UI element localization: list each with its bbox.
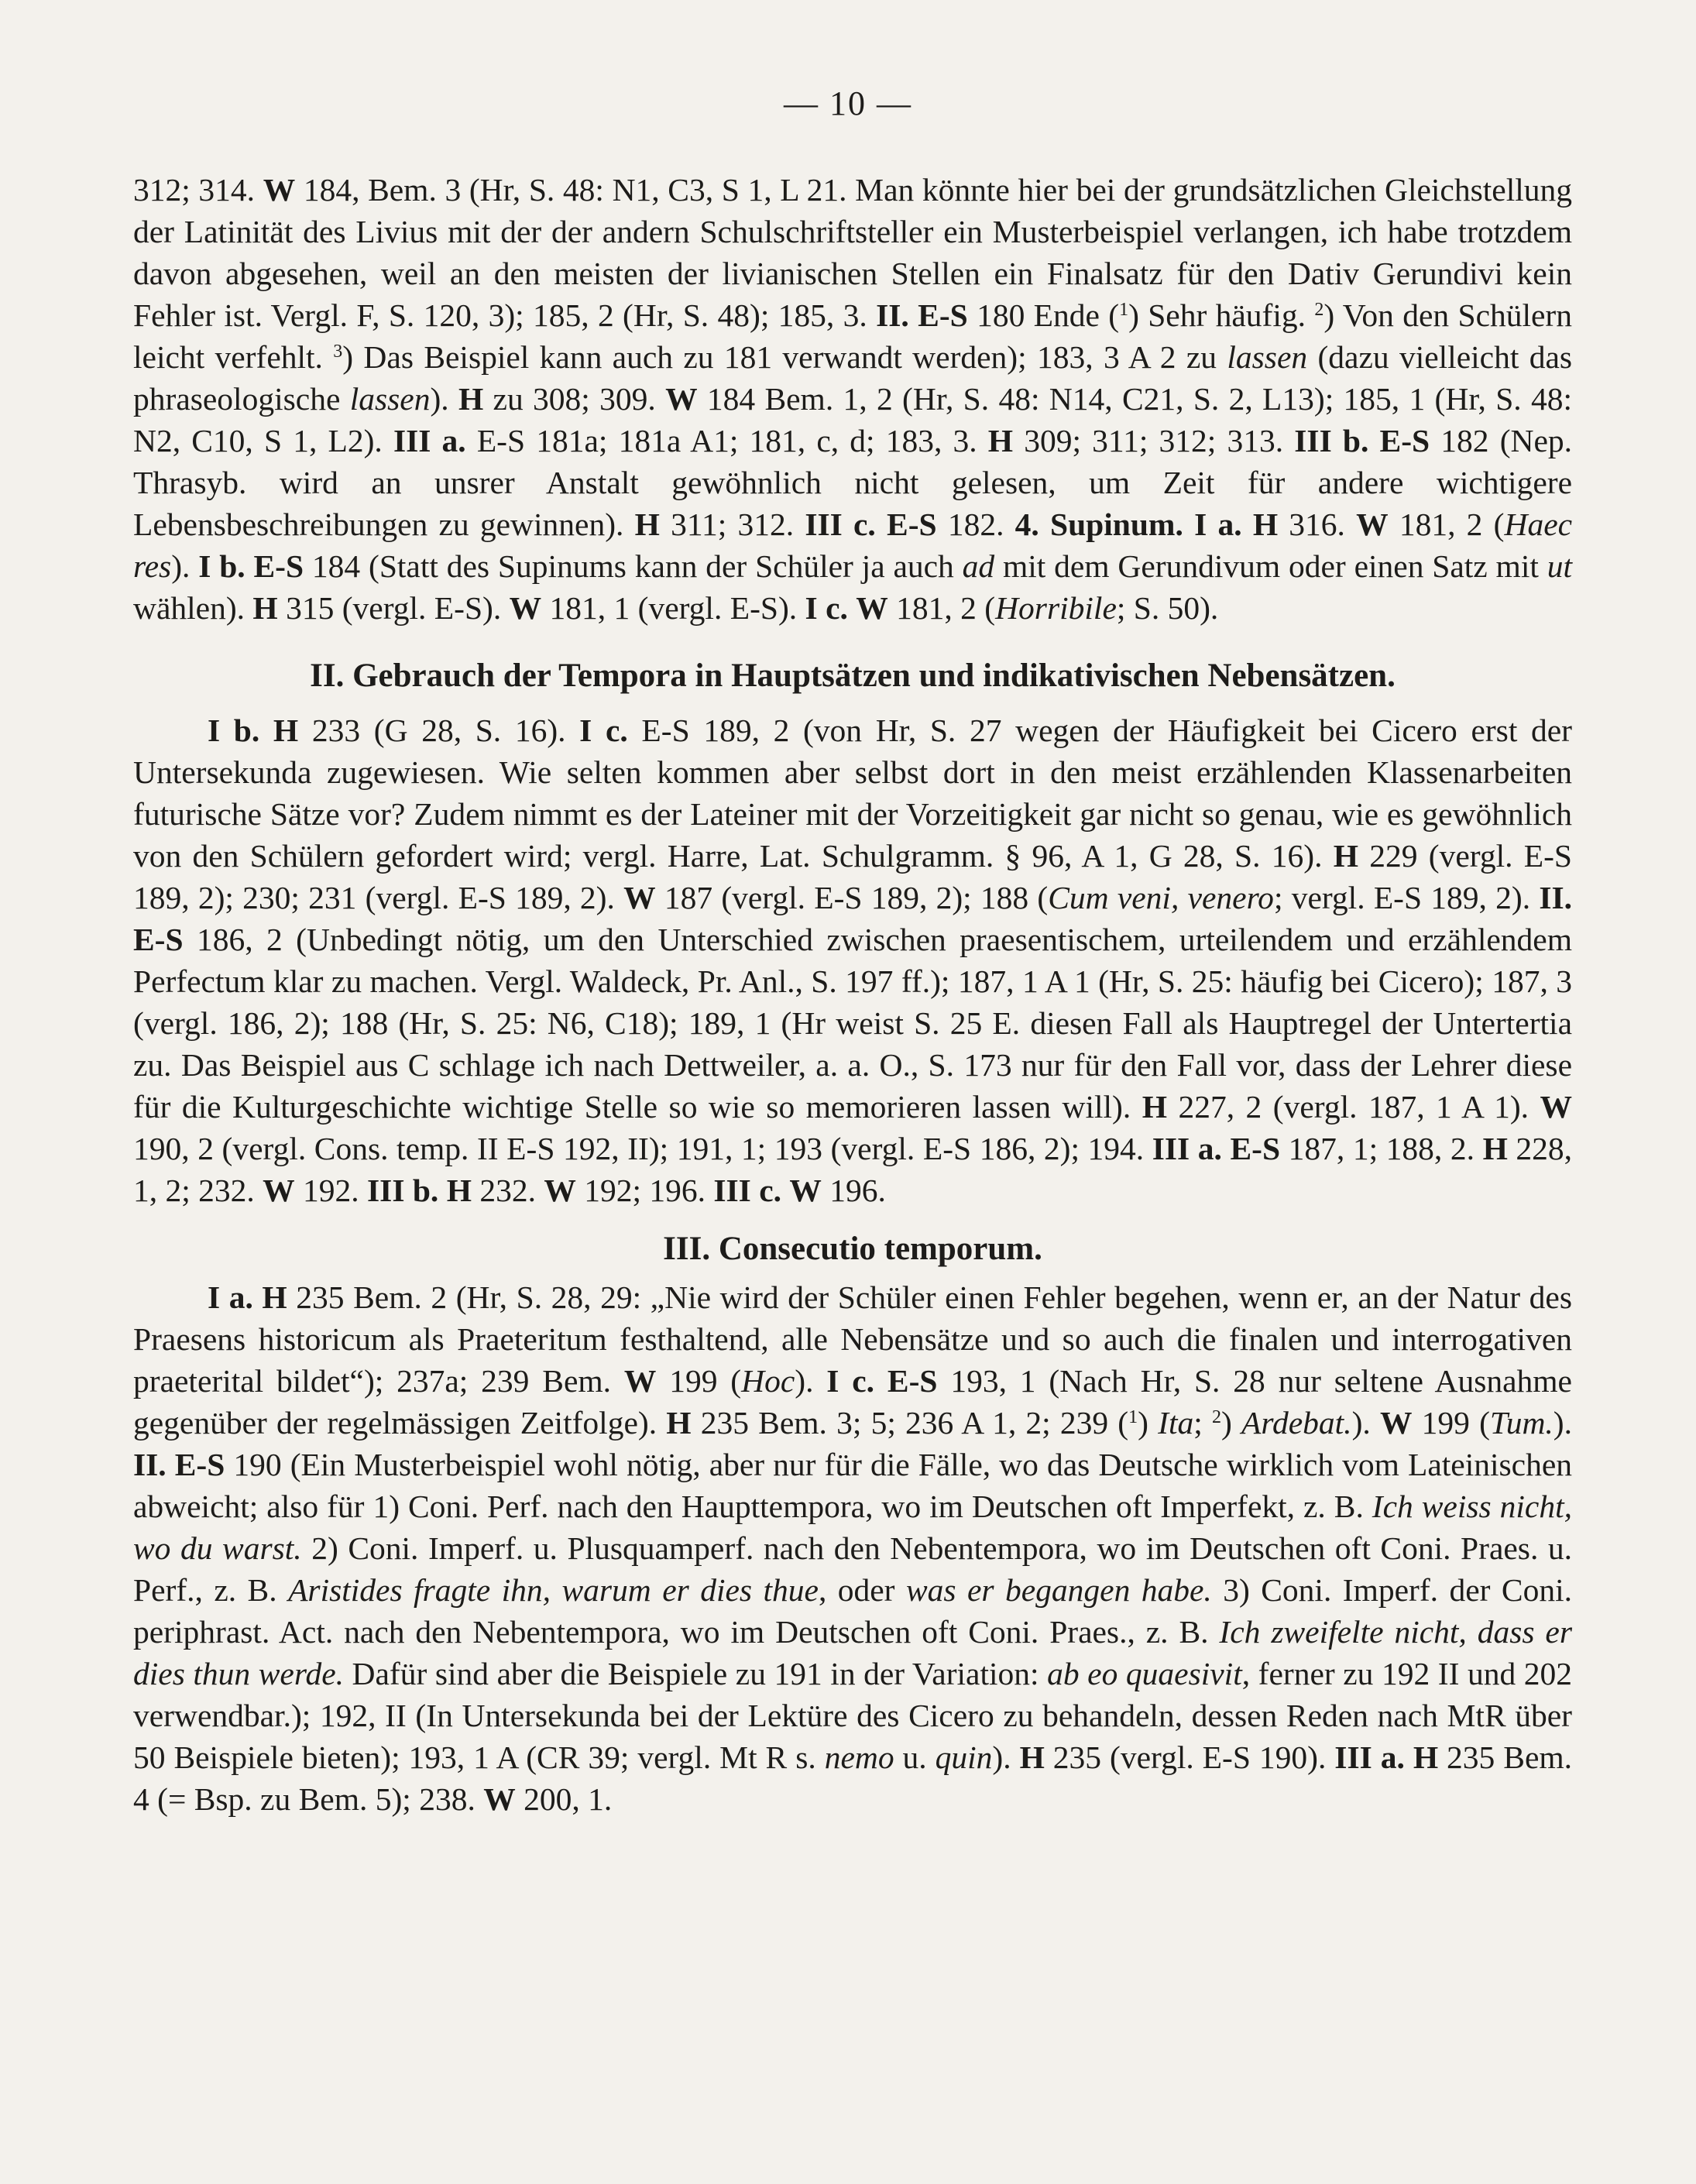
text-run: 184, Bem. 3 (Hr, S. 48: N1, C3, S 1, L 21. Man könnte hier bei der grundsätzlichen Gleichstellung der Latinität des Livius mit der der andern Schulschriftsteller ein Musterbeispiel verlangen, ich habe trotzdem davon abgesehen, weil an den meisten der livianischen Stellen ein Finalsatz für den Dativ Gerundivi kein Fehler ist. Vergl. F, S. 120, 3); 185, 2 (Hr, S. 48); 185, 3. xyxy=(133,172,1572,333)
text-run xyxy=(1368,423,1379,458)
text-run xyxy=(848,590,856,626)
text-run: 180 Ende ( xyxy=(967,297,1120,333)
text-run: W xyxy=(665,381,698,417)
text-run: 187, 1; 188, 2. xyxy=(1280,1131,1483,1166)
text-run: lassen xyxy=(349,381,431,417)
text-run: II. xyxy=(133,1447,167,1482)
text-run: H xyxy=(987,423,1014,458)
text-run: H xyxy=(262,1279,287,1315)
text-run: 235 Bem. 4 (= Bsp. zu Bem. 5); 238. xyxy=(133,1739,1573,1817)
text-run: 235 (vergl. E-S 190). xyxy=(1044,1739,1335,1775)
paragraph-supinum xyxy=(133,169,1572,629)
text-run: 315 (vergl. E-S). xyxy=(277,590,510,626)
text-run: W xyxy=(623,1363,657,1399)
text-run: 3) Coni. Imperf. der Coni. periphrast. Act. nach den Nebentempora, wo im Deutschen oft Coni. Praes., z. B. xyxy=(133,1572,1573,1650)
text-run: 3 xyxy=(333,342,343,362)
text-run: E-S xyxy=(1379,423,1430,458)
text-run: E-S xyxy=(887,507,937,542)
text-run: E-S 189, 2 (von Hr, S. 27 wegen der Häufigkeit bei Cicero erst der Untersekunda zugewiesen. Wie selten kommen aber selbst dort in den meist erzählenden Klassenarbeiten futurische Sätze vor? Zudem nimmt es der Lateiner mit der Vorzeitigkeit gar nicht so genau, wie es gewöhnlich von den Schülern gefordert wird; vergl. Harre, Lat. Schulgramm. § 96, A 1, G 28, S. 16). xyxy=(133,713,1572,874)
text-run: 182 (Nep. Thrasyb. wird an unsrer Anstalt gewöhnlich nicht gelesen, um Zeit für andere wichtigere Lebensbeschreibungen zu gewinnen). xyxy=(133,423,1573,542)
text-run: 186, 2 (Unbedingt nötig, um den Unterschied zwischen praesentischem, urteilendem und erzählendem Perfectum klar zu machen. Vergl. Waldeck, Pr. Anl., S. 197 ff.); 187, 1 A 1 (Hr, S. 25: häufig bei Cicero); 187, 3 (vergl. 186, 2); 188 (Hr, S. 25: N6, C18); 189, 1 (Hr weist S. 25 E. diesen Fall als Hauptregel der Untertertia zu. Das Beispiel aus C schlage ich nach Dettweiler, a. a. O., S. 173 nur für den Fall vor, dass der Lehrer diese für die Kulturgeschichte wichtige Stelle so wie so memorieren lassen will). xyxy=(133,922,1572,1125)
text-run: III a. xyxy=(393,423,466,458)
text-run: II. xyxy=(876,297,909,333)
text-run: lassen xyxy=(1227,339,1308,375)
text-run: ). xyxy=(171,548,199,584)
text-run: III c. xyxy=(805,507,876,542)
text-run: 192; 196. xyxy=(575,1173,714,1208)
text-run: wählen). xyxy=(133,590,253,626)
text-run: W xyxy=(263,1173,295,1208)
text-run: I b. xyxy=(198,548,245,584)
text-run: H xyxy=(446,1173,472,1208)
text-run: Dafür sind aber die Beispiele zu 191 in der Variation: xyxy=(343,1656,1048,1691)
text-run: E-S xyxy=(887,1363,938,1399)
text-run xyxy=(909,297,918,333)
text-run: I a. xyxy=(1194,507,1242,542)
text-run: W xyxy=(509,590,542,626)
text-run: E-S xyxy=(174,1447,225,1482)
text-run: zu 308; 309. xyxy=(483,381,666,417)
text-run: ). xyxy=(430,381,458,417)
text-run: H xyxy=(1482,1131,1508,1166)
text-run: 309; 311; 312; 313. xyxy=(1013,423,1295,458)
text-run xyxy=(1183,507,1194,542)
text-run xyxy=(1405,1739,1413,1775)
text-run: ; xyxy=(1193,1405,1212,1441)
text-run: nemo xyxy=(824,1739,894,1775)
text-run: I b. xyxy=(208,713,260,748)
text-run xyxy=(253,1279,263,1315)
text-run: 2 xyxy=(1212,1407,1221,1427)
text-run: E-S xyxy=(1230,1131,1281,1166)
text-run: Hoc xyxy=(741,1363,795,1399)
text-run: H xyxy=(666,1405,692,1441)
text-run: 187 (vergl. E-S 189, 2); 188 ( xyxy=(655,880,1049,915)
text-run: H xyxy=(273,713,299,748)
text-run: ). xyxy=(795,1363,827,1399)
text-run: 2) Coni. Imperf. u. Plusquamperf. nach den Nebentempora, wo im Deutschen oft Coni. Praes. u. Perf., z. B. xyxy=(133,1530,1572,1608)
text-run: ab eo quaesivit xyxy=(1047,1656,1242,1691)
text-run: 199 ( xyxy=(1412,1405,1490,1441)
text-run: E-S xyxy=(918,297,968,333)
text-run: ad xyxy=(962,548,995,584)
text-run: 1 xyxy=(1128,1407,1138,1427)
text-run: 233 (G 28, S. 16). xyxy=(298,713,580,748)
text-run: , oder xyxy=(818,1572,906,1608)
text-run: 2 xyxy=(1314,300,1324,320)
text-run: W xyxy=(856,590,888,626)
text-run: E-S 181a; 181a A1; 181, c, d; 183, 3. xyxy=(465,423,988,458)
text-run xyxy=(874,1363,887,1399)
text-run: 312; 314. xyxy=(133,172,263,208)
text-run: III b. xyxy=(367,1173,439,1208)
text-run: 227, 2 (vergl. 187, 1 A 1). xyxy=(1167,1089,1540,1125)
text-run: W xyxy=(1356,507,1389,542)
paragraph-consecutio xyxy=(133,1276,1572,1820)
section-heading-tempora: II. Gebrauch der Tempora in Hauptsätzen und indikativischen Nebensätzen. xyxy=(310,658,1396,694)
text-run: 190, 2 (vergl. Cons. temp. II E-S 192, II); 191, 1; 193 (vergl. E-S 186, 2); 194. xyxy=(133,1131,1152,1166)
text-run: W xyxy=(1379,1405,1413,1441)
text-run xyxy=(1242,507,1253,542)
page-number: — 10 — xyxy=(784,84,912,122)
text-run: W xyxy=(263,172,296,208)
text-run: ). xyxy=(992,1739,1020,1775)
text-run xyxy=(876,507,887,542)
text-run: Haec res xyxy=(133,507,1573,584)
text-run: III b. xyxy=(1294,423,1369,458)
text-run: u. xyxy=(894,1739,936,1775)
text-run: ) Von den Schülern leicht verfehlt. xyxy=(133,297,1573,375)
text-run: 182. xyxy=(936,507,1015,542)
text-run: Aristides fragte ihn, warum er dies thue xyxy=(288,1572,819,1608)
text-run xyxy=(245,548,254,584)
text-run: Ich zweifelte nicht, dass er dies thun werde. xyxy=(133,1614,1572,1691)
text-run: 184 (Statt des Supinums kann der Schüler ja auch xyxy=(304,548,963,584)
text-run: ) xyxy=(1138,1405,1159,1441)
text-run: E-S xyxy=(133,922,184,957)
text-run: I c. xyxy=(826,1363,875,1399)
text-run: mit dem Gerundivum oder einen Satz mit xyxy=(994,548,1547,584)
text-run: H xyxy=(1019,1739,1045,1775)
text-run: ) xyxy=(1221,1405,1242,1441)
text-block xyxy=(133,169,1572,1820)
text-run: 316. xyxy=(1278,507,1357,542)
text-run xyxy=(438,1173,446,1208)
text-run: 199 ( xyxy=(656,1363,742,1399)
text-run xyxy=(259,713,273,748)
text-run xyxy=(781,1173,789,1208)
text-run: 181, 1 (vergl. E-S). xyxy=(541,590,805,626)
text-run xyxy=(167,1447,175,1482)
text-run: 181, 2 ( xyxy=(887,590,996,626)
text-run: II. xyxy=(1539,880,1573,915)
text-run: H xyxy=(634,507,660,542)
text-run: 200, 1. xyxy=(515,1781,613,1817)
text-run: H xyxy=(1252,507,1279,542)
text-run: I c. xyxy=(579,713,628,748)
text-run: 235 Bem. 2 (Hr, S. 28, 29: „Nie wird der Schüler einen Fehler begehen, wenn er, an der Natur des Praesens historicum als Praeteritum festhaltend, alle Nebensätze und so auch die finalen und interrogativen praeterital bildet“); 237a; 239 Bem. xyxy=(133,1279,1572,1399)
text-run: 4. Supinum. xyxy=(1015,507,1183,542)
text-run: Ich weiss nicht, wo du warst. xyxy=(133,1489,1572,1566)
text-run: W xyxy=(789,1173,822,1208)
text-run: W xyxy=(483,1781,516,1817)
text-run: W xyxy=(544,1173,576,1208)
text-run: ; vergl. E-S 189, 2). xyxy=(1273,880,1540,915)
text-run: H xyxy=(252,590,278,626)
text-run: Cum veni, venero xyxy=(1048,880,1274,915)
text-run: ) Sehr häufig. xyxy=(1128,297,1315,333)
text-run: ; S. 50). xyxy=(1116,590,1219,626)
text-run: W xyxy=(623,880,656,915)
text-run: ). xyxy=(1351,1405,1380,1441)
text-run: 192. xyxy=(294,1173,368,1208)
text-run: 228, 1, 2; 232. xyxy=(133,1131,1573,1208)
text-run: III a. xyxy=(1152,1131,1222,1166)
text-run: ut xyxy=(1547,548,1572,584)
text-run: ) Das Beispiel kann auch zu 181 verwandt werden); 183, 3 A 2 zu xyxy=(342,339,1227,375)
text-run: 235 Bem. 3; 5; 236 A 1, 2; 239 ( xyxy=(691,1405,1129,1441)
text-run: W xyxy=(1540,1089,1572,1125)
text-run: 311; 312. xyxy=(659,507,805,542)
text-run: Ita xyxy=(1158,1405,1194,1441)
text-run: 229 (vergl. E-S 189, 2); 230; 231 (vergl. E-S 189, 2). xyxy=(133,838,1573,915)
text-run: (dazu vielleicht das phraseologische xyxy=(133,339,1573,417)
text-run: ). xyxy=(1553,1405,1572,1441)
text-run: H xyxy=(1142,1089,1167,1125)
text-run: I a. xyxy=(208,1279,253,1315)
text-run: III a. xyxy=(1334,1739,1405,1775)
text-run xyxy=(1222,1131,1231,1166)
paragraph-tempora xyxy=(133,709,1572,1211)
text-run: H xyxy=(458,381,484,417)
text-run: Ardebat. xyxy=(1241,1405,1352,1441)
text-run: 190 (Ein Musterbeispiel wohl nötig, aber nur für die Fälle, wo das Deutsche wirklich vom Lateinischen abweicht; also für 1) Coni. Perf. nach den Haupttempora, wo im Deutschen oft Imperfekt, z. B. xyxy=(133,1447,1572,1524)
text-run: 1 xyxy=(1119,300,1129,320)
text-run: H xyxy=(1413,1739,1439,1775)
text-run: 184 Bem. 1, 2 (Hr, S. 48: N14, C21, S. 2, L13); 185, 1 (Hr, S. 48: N2, C10, S 1, L2). xyxy=(133,381,1573,458)
text-run: was er begangen habe. xyxy=(905,1572,1212,1608)
text-run: E-S xyxy=(253,548,304,584)
text-run: III c. xyxy=(713,1173,781,1208)
section-heading-consecutio: III. Consecutio temporum. xyxy=(663,1231,1042,1267)
text-run: Horribile xyxy=(995,590,1117,626)
text-run: 196. xyxy=(821,1173,886,1208)
text-run: , ferner zu 192 II und 202 verwendbar.); 192, II (In Untersekunda bei der Lektüre des Cicero zu behandeln, dessen Reden nach MtR über 50 Beispiele bieten); 193, 1 A (CR 39; vergl. Mt R s. xyxy=(133,1656,1573,1775)
text-run: 193, 1 (Nach Hr, S. 28 nur seltene Ausnahme gegenüber der regelmässigen Zeitfolge). xyxy=(133,1363,1572,1441)
text-run: I c. xyxy=(805,590,848,626)
text-run: 181, 2 ( xyxy=(1388,507,1505,542)
text-run: H xyxy=(1333,838,1359,874)
text-run: Tum. xyxy=(1489,1405,1554,1441)
text-run: quin xyxy=(935,1739,993,1775)
text-run: 232. xyxy=(471,1173,544,1208)
